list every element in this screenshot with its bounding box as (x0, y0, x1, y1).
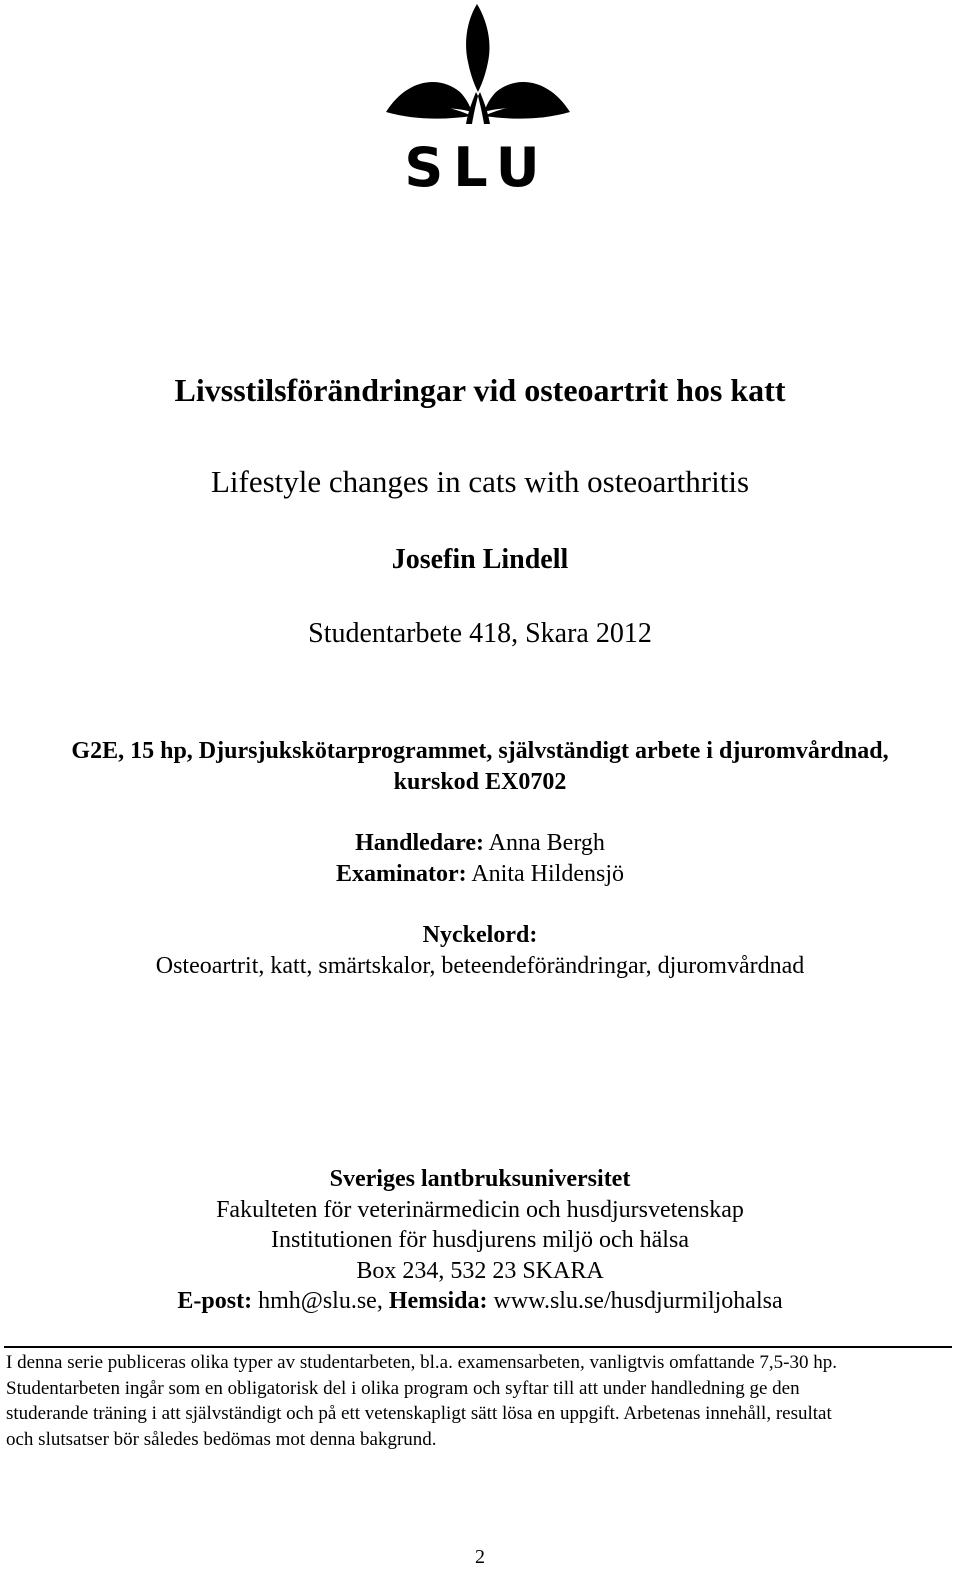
examiner-line (0, 859, 960, 890)
slu-leaf-icon (380, 0, 580, 195)
series-note (6, 1350, 954, 1452)
supervisor-name: Anna Bergh (484, 830, 605, 856)
note-line-4: och slutsatser bör således bedömas mot denna bakgrund. (6, 1428, 437, 1450)
email-address: hmh@slu.se, (252, 1288, 389, 1314)
examiner-label: Examinator: (336, 861, 467, 887)
supervision-block (0, 828, 960, 890)
web-address: www.slu.se/husdjurmiljohalsa (487, 1288, 783, 1314)
course-info (0, 736, 960, 798)
web-label: Hemsida: (388, 1288, 488, 1314)
note-line-3: studerande träning i att självständigt och på ett vetenskapligt sätt lösa en uppgift. Arbetenas innehåll, resultat (6, 1403, 832, 1424)
institution-block (0, 1164, 960, 1317)
postal-address: Box 234, 532 23 SKARA (356, 1257, 604, 1284)
course-line-1: G2E, 15 hp, Djursjukskötarprogrammet, självständigt arbete i djuromvårdnad, (71, 738, 889, 764)
note-line-1: I denna serie publiceras olika typer av studentarbeten, bl.a. examensarbeten, vanligtvis omfattande 7,5-30 hp. (6, 1352, 837, 1373)
examiner-name: Anita Hildensjö (466, 861, 624, 887)
separator-rule (4, 1346, 952, 1348)
keywords-label: Nyckelord: (422, 922, 538, 948)
course-line-2: kurskod EX0702 (393, 769, 567, 795)
department-name: Institutionen för husdjurens miljö och hälsa (271, 1227, 689, 1253)
university-name: Sveriges lantbruksuniversitet (329, 1166, 631, 1192)
slu-logo (380, 0, 580, 195)
faculty-name: Fakulteten för veterinärmedicin och husdjursvetenskap (216, 1196, 744, 1223)
thesis-subtitle: Lifestyle changes in cats with osteoarthritis (210, 464, 750, 499)
supervisor-line (0, 828, 960, 859)
thesis-title: Livsstilsförändringar vid osteoartrit hos katt (174, 372, 786, 408)
page-number: 2 (475, 1546, 485, 1568)
supervisor-label: Handledare: (355, 830, 484, 856)
note-line-2: Studentarbeten ingår som en obligatorisk del i olika program och syftar till att under handledning ge den (6, 1377, 800, 1399)
author-name: Josefin Lindell (391, 544, 569, 575)
keywords-block (0, 920, 960, 982)
keywords-text: Osteoartrit, katt, smärtskalor, beteendeförändringar, djuromvårdnad (155, 953, 805, 979)
svg-text:SLU: SLU (404, 136, 550, 195)
contact-line (0, 1286, 960, 1317)
email-label: E-post: (177, 1288, 253, 1314)
series-info: Studentarbete 418, Skara 2012 (308, 618, 652, 649)
